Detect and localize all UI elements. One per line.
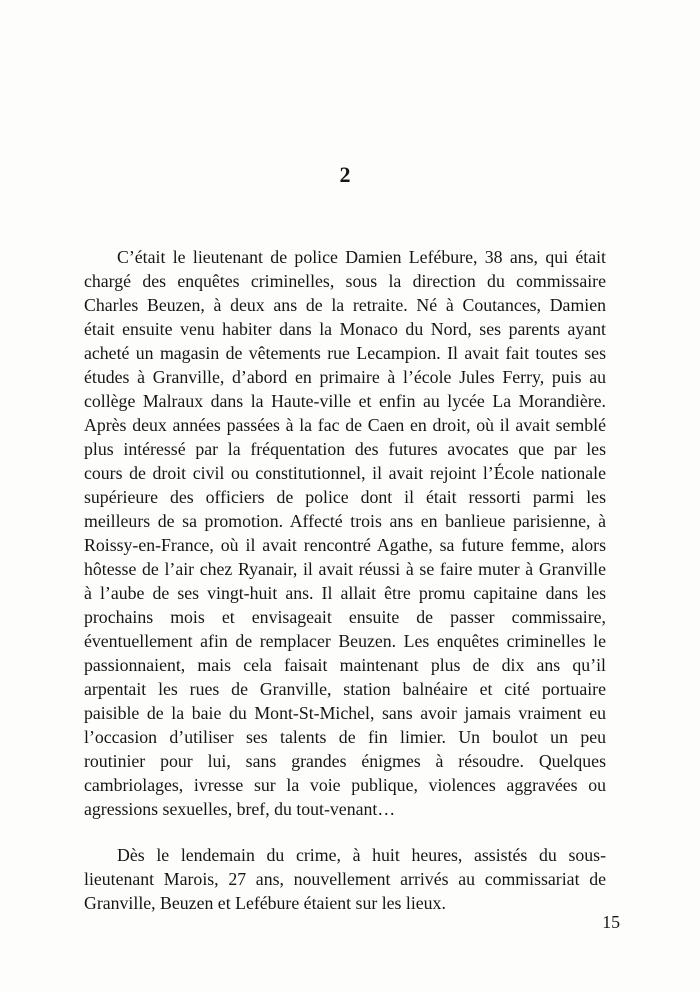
body-paragraph: [84, 843, 606, 915]
text-line: Roissy-en-France, où il avait rencontré Agathe, sa future femme, alors: [84, 535, 606, 555]
text-line: Dès le lendemain du crime, à huit heures, assistés du sous-: [117, 845, 606, 865]
text-line: Charles Beuzen, à deux ans de la retraite. Né à Coutances, Damien: [84, 295, 606, 315]
text-line: hôtesse de l’air chez Ryanair, il avait réussi à se faire muter à Granville: [84, 559, 606, 579]
text-line: cours de droit civil ou constitutionnel, il avait rejoint l’École nationale: [84, 463, 606, 483]
text-line: Granville, Beuzen et Lefébure étaient sur les lieux.: [84, 893, 446, 913]
text-line: lieutenant Marois, 27 ans, nouvellement arrivés au commissariat de: [84, 869, 606, 889]
text-line: Après deux années passées à la fac de Caen en droit, où il avait semblé: [84, 415, 606, 435]
text-line: était ensuite venu habiter dans la Monaco du Nord, ses parents ayant: [84, 319, 606, 339]
text-line: éventuellement afin de remplacer Beuzen. Les enquêtes criminelles le: [84, 631, 606, 651]
page-number: 15: [602, 912, 620, 932]
text-line: cambriolages, ivresse sur la voie publique, violences aggravées ou: [84, 775, 606, 795]
text-line: études à Granville, d’abord en primaire à l’école Jules Ferry, puis au: [84, 367, 606, 387]
text-line: meilleurs de sa promotion. Affecté trois ans en banlieue parisienne, à: [84, 511, 606, 531]
text-line: chargé des enquêtes criminelles, sous la direction du commissaire: [84, 271, 606, 291]
text-line: agressions sexuelles, bref, du tout-venant…: [84, 799, 396, 819]
text-line: passionnaient, mais cela faisait maintenant plus de dix ans qu’il: [84, 655, 606, 675]
text-line: paisible de la baie du Mont-St-Michel, sans avoir jamais vraiment eu: [84, 703, 606, 723]
chapter-number: 2: [339, 162, 351, 187]
text-line: collège Malraux dans la Haute-ville et enfin au lycée La Morandière.: [84, 391, 606, 411]
text-line: C’était le lieutenant de police Damien Lefébure, 38 ans, qui était: [117, 247, 606, 267]
text-line: prochains mois et envisageait ensuite de passer commissaire,: [84, 607, 606, 627]
text-line: arpentait les rues de Granville, station balnéaire et cité portuaire: [84, 679, 606, 699]
text-line: routinier pour lui, sans grandes énigmes à résoudre. Quelques: [84, 751, 606, 771]
text-line: plus intéressé par la fréquentation des futures avocates que par les: [84, 439, 606, 459]
body-paragraph: [84, 245, 606, 821]
text-line: l’occasion d’utiliser ses talents de fin limier. Un boulot un peu: [84, 727, 606, 747]
text-line: supérieure des officiers de police dont il était ressorti parmi les: [84, 487, 606, 507]
text-line: acheté un magasin de vêtements rue Lecampion. Il avait fait toutes ses: [84, 343, 606, 363]
text-line: à l’aube de ses vingt-huit ans. Il allait être promu capitaine dans les: [84, 583, 606, 603]
